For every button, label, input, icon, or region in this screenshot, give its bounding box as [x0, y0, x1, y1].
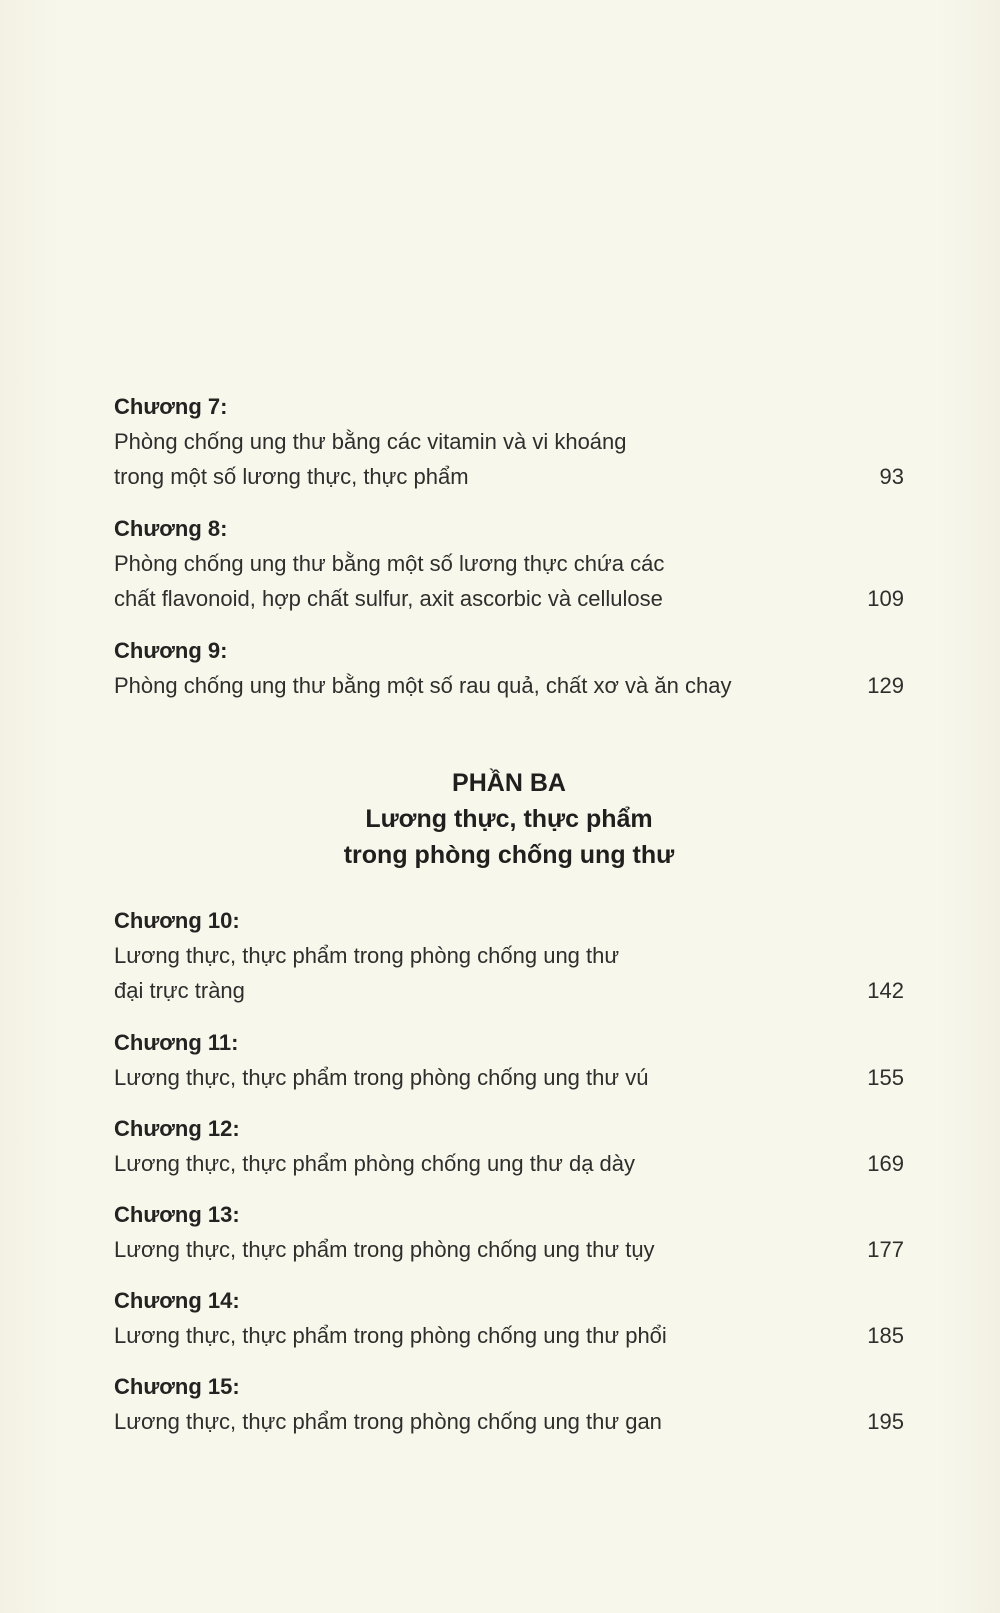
- entry-text: Lương thực, thực phẩm phòng chống ung thư dạ dày: [114, 1151, 636, 1176]
- entry-line: [114, 424, 904, 459]
- chapter-label: Chương 11:: [114, 1030, 239, 1055]
- toc-entry-chapter-10: [114, 904, 904, 1008]
- part-subtitle: Lương thực, thực phẩm: [365, 805, 653, 833]
- entry-line: [114, 581, 904, 616]
- entry-line: [114, 1404, 904, 1439]
- entry-text: Lương thực, thực phẩm trong phòng chống ung thư tụy: [114, 1237, 655, 1262]
- chapter-label: Chương 8:: [114, 516, 228, 541]
- entry-line: [114, 546, 904, 581]
- entry-line: [114, 1318, 904, 1353]
- entry-line: [114, 973, 904, 1008]
- entry-text: Lương thực, thực phẩm trong phòng chống ung thư vú: [114, 1065, 649, 1090]
- chapter-label: Chương 14:: [114, 1288, 240, 1313]
- chapter-label: Chương 13:: [114, 1202, 240, 1227]
- entry-line: [114, 1232, 904, 1267]
- chapter-label: Chương 9:: [114, 638, 228, 663]
- page-number: 169: [867, 1151, 904, 1176]
- toc-entry-chapter-13: [114, 1198, 904, 1267]
- entry-line: [114, 1060, 904, 1095]
- entry-line: [114, 668, 904, 703]
- entry-line: [114, 1146, 904, 1181]
- page-number: 93: [879, 464, 904, 489]
- entry-text: đại trực tràng: [114, 978, 245, 1003]
- toc-entry-chapter-8: [114, 512, 904, 616]
- toc-entry-chapter-7: [114, 390, 904, 494]
- page-number: 109: [867, 586, 904, 611]
- entry-line: [114, 938, 904, 973]
- chapter-label: Chương 10:: [114, 908, 240, 933]
- page-number: 195: [867, 1409, 904, 1434]
- entry-text: Phòng chống ung thư bằng các vitamin và vi khoáng: [114, 429, 627, 454]
- toc-entry-chapter-15: [114, 1370, 904, 1439]
- toc-entry-chapter-9: [114, 634, 904, 703]
- entry-text: chất flavonoid, hợp chất sulfur, axit ascorbic và cellulose: [114, 586, 663, 611]
- entry-text: Lương thực, thực phẩm trong phòng chống ung thư gan: [114, 1409, 662, 1434]
- chapter-label: Chương 12:: [114, 1116, 240, 1141]
- entry-text: Phòng chống ung thư bằng một số rau quả, chất xơ và ăn chay: [114, 673, 732, 698]
- chapter-label: Chương 7:: [114, 394, 228, 419]
- entry-line: [114, 459, 904, 494]
- toc-entry-chapter-11: [114, 1026, 904, 1095]
- toc-entry-chapter-12: [114, 1112, 904, 1181]
- page-number: 185: [867, 1323, 904, 1348]
- page-number: 177: [867, 1237, 904, 1262]
- entry-text: Lương thực, thực phẩm trong phòng chống ung thư: [114, 943, 620, 968]
- chapter-label: Chương 15:: [114, 1374, 240, 1399]
- page-number: 155: [867, 1065, 904, 1090]
- part-title: PHẦN BA: [452, 769, 566, 797]
- entry-text: Phòng chống ung thư bằng một số lương thực chứa các: [114, 551, 665, 576]
- part-subtitle: trong phòng chống ung thư: [343, 841, 675, 869]
- part-heading: [114, 765, 904, 873]
- page-number: 129: [867, 673, 904, 698]
- entry-text: trong một số lương thực, thực phẩm: [114, 464, 469, 489]
- page-number: 142: [867, 978, 904, 1003]
- toc-entry-chapter-14: [114, 1284, 904, 1353]
- entry-text: Lương thực, thực phẩm trong phòng chống ung thư phổi: [114, 1323, 667, 1348]
